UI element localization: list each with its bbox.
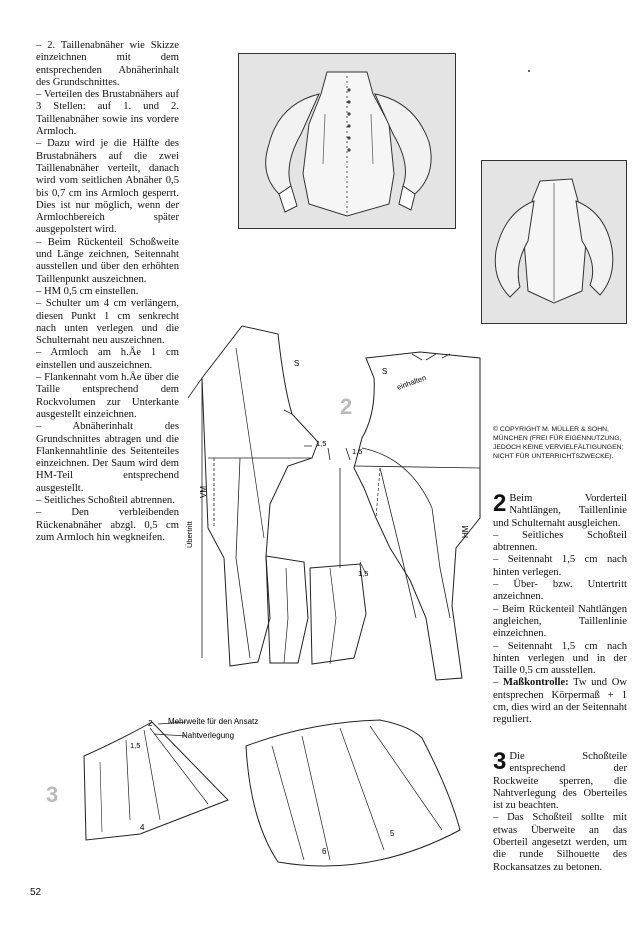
hm-label: HM	[461, 525, 470, 538]
front-peplum-piece	[266, 556, 308, 663]
instruction-1: – 2. Taillenabnäher wie Skizze einzeichnen mit dem entsprechenden Abnäherinhalt des Grundschnittes.	[36, 40, 179, 88]
masskontrolle-text: Tw und Ow entsprechen Körpermaß + 1 cm, dies wird an der Seitennaht reguliert.	[493, 677, 628, 726]
pattern-diagram-2	[180, 318, 490, 690]
instructions-column	[36, 40, 179, 544]
instruction-4: – Beim Rückenteil Schoßweite und Länge zeichnen, Seitennaht ausstellen und über den erhöhten Taillenpunkt auszeichnen.	[36, 236, 179, 285]
peplum-piece-center	[246, 720, 460, 866]
instruction-9: – Abnäherinhalt des Grundschnittes abtragen und die Flankennahtlinie des Seitenteiles einzeichnen. Der Saum wird dem HM-Teil entsprechend ausgestellt.	[36, 421, 179, 494]
instruction-11: – Den verbleibenden Rückenabnäher abzgl. 0,5 cm zum Armloch hin wegkneifen.	[36, 507, 179, 543]
nahtverlegung-label: Nahtverlegung	[182, 731, 235, 740]
einhalten-label: einhalten	[395, 373, 428, 392]
masskontrolle-label: Maßkontrolle:	[502, 677, 569, 689]
measure-1-5: 1,5	[130, 741, 141, 750]
section-2-para-4: – Über- bzw. Untertritt anzeichnen.	[493, 579, 627, 603]
back-piece-outline	[354, 352, 480, 680]
section-2-para-7: – Maßkontrolle: Tw und Ow entsprechen Körpermaß + 1 cm, dies wird an der Seitennaht reguliert.	[493, 677, 628, 726]
piece-number-5: 5	[390, 829, 395, 838]
instruction-7: – Armloch am h.Äe 1 cm einstellen und auszeichnen.	[36, 347, 179, 371]
pattern-diagram-3	[40, 700, 485, 870]
jacket-back-illustration	[481, 160, 627, 324]
vm-label: VM	[199, 486, 208, 498]
section-2-para-5: – Beim Rückenteil Nahtlängen angleichen, Taillenlinie einzeichnen.	[493, 603, 627, 640]
instruction-2: – Verteilen des Brustabnähers auf 3 Stellen: auf 1. und 2. Taillenabnäher sowie ins vordere Armloch.	[36, 89, 179, 138]
section-2-para-1: Beim Vorderteil Nahtlängen, Taillenlinie und Schulternaht ausgleichen.	[493, 493, 627, 529]
instruction-8: – Flankennaht vom h.Äe über die Taille entsprechend dem Rockvolumen zur Unterkante ausgestellt einzeichnen.	[36, 372, 179, 420]
measure-2: 2	[148, 719, 153, 728]
instruction-6: – Schulter um 4 cm verlängern, diesen Punkt 1 cm senkrecht nach unten verlegen und die Schulternaht neu auszeichnen.	[36, 298, 179, 347]
back-peplum-piece	[310, 564, 369, 664]
section-3-number: 3	[493, 748, 507, 775]
speck	[528, 70, 530, 72]
jacket-front-drawing	[239, 54, 455, 228]
measure-1-5-back-bottom: 1,5	[358, 569, 369, 578]
section-2-para-3: – Seitennaht 1,5 cm nach hinten verlegen.	[493, 554, 627, 578]
section-3-para-1: Die Schoßteile entsprechend der Rockweite sperren, die Nahtverlegung des Oberteiles ist zu beachten.	[493, 751, 627, 812]
page-number: 52	[30, 887, 42, 898]
section-2-para-6: – Seitennaht 1,5 cm nach hinten verlegen und in der Taille 0,5 cm ausstellen.	[493, 640, 627, 677]
measure-1-5-front: 1,5	[316, 439, 327, 448]
copyright-notice: © COPYRIGHT M. MÜLLER & SOHN, MÜNCHEN (FREI FÜR EIGENNUTZUNG, JEDOCH KEINE VERVIELFÄLTIGUNGEN; NICHT FÜR UNTERRICHTSZWECKE).	[493, 426, 624, 460]
jacket-front-illustration	[238, 53, 456, 229]
s-back-label: S	[382, 367, 388, 376]
diagram3-label: 3	[46, 782, 59, 807]
piece-number-6: 6	[322, 847, 327, 856]
instruction-10: – Seitliches Schoßteil abtrennen.	[36, 494, 175, 506]
s-front-label: S	[294, 359, 300, 368]
section-2-number: 2	[493, 490, 507, 517]
section-3-text	[493, 748, 627, 874]
instruction-5: – HM 0,5 cm einstellen.	[36, 285, 139, 297]
ubertritt-label: Übertritt	[185, 521, 194, 548]
diagram2-label: 2	[340, 394, 353, 419]
section-2-text	[493, 490, 628, 727]
section-2-para-2: – Seitliches Schoßteil abtrennen.	[493, 529, 627, 554]
measure-1-5-back-top: 1,5	[352, 447, 363, 456]
section-3-para-2: – Das Schoßteil sollte mit etwas Überweite an das Oberteil angesetzt werden, um die runde Silhouette des Rockansatzes zu betonen.	[493, 812, 627, 873]
jacket-back-drawing	[482, 161, 626, 323]
mehrweite-label: Mehrweite für den Ansatz	[168, 717, 259, 726]
front-piece-outline	[202, 326, 318, 666]
piece-number-4: 4	[140, 823, 145, 832]
instruction-3: – Dazu wird je die Hälfte des Brustabnähers auf die zwei Taillenabnäher verteilt, danach wird vom seitlichen Abnäher 0,5 bis 0,7 cm ins Armloch gesperrt. Dies ist nur möglich, wenn der Armlochbereich später ausgepolstert wird.	[36, 138, 179, 236]
